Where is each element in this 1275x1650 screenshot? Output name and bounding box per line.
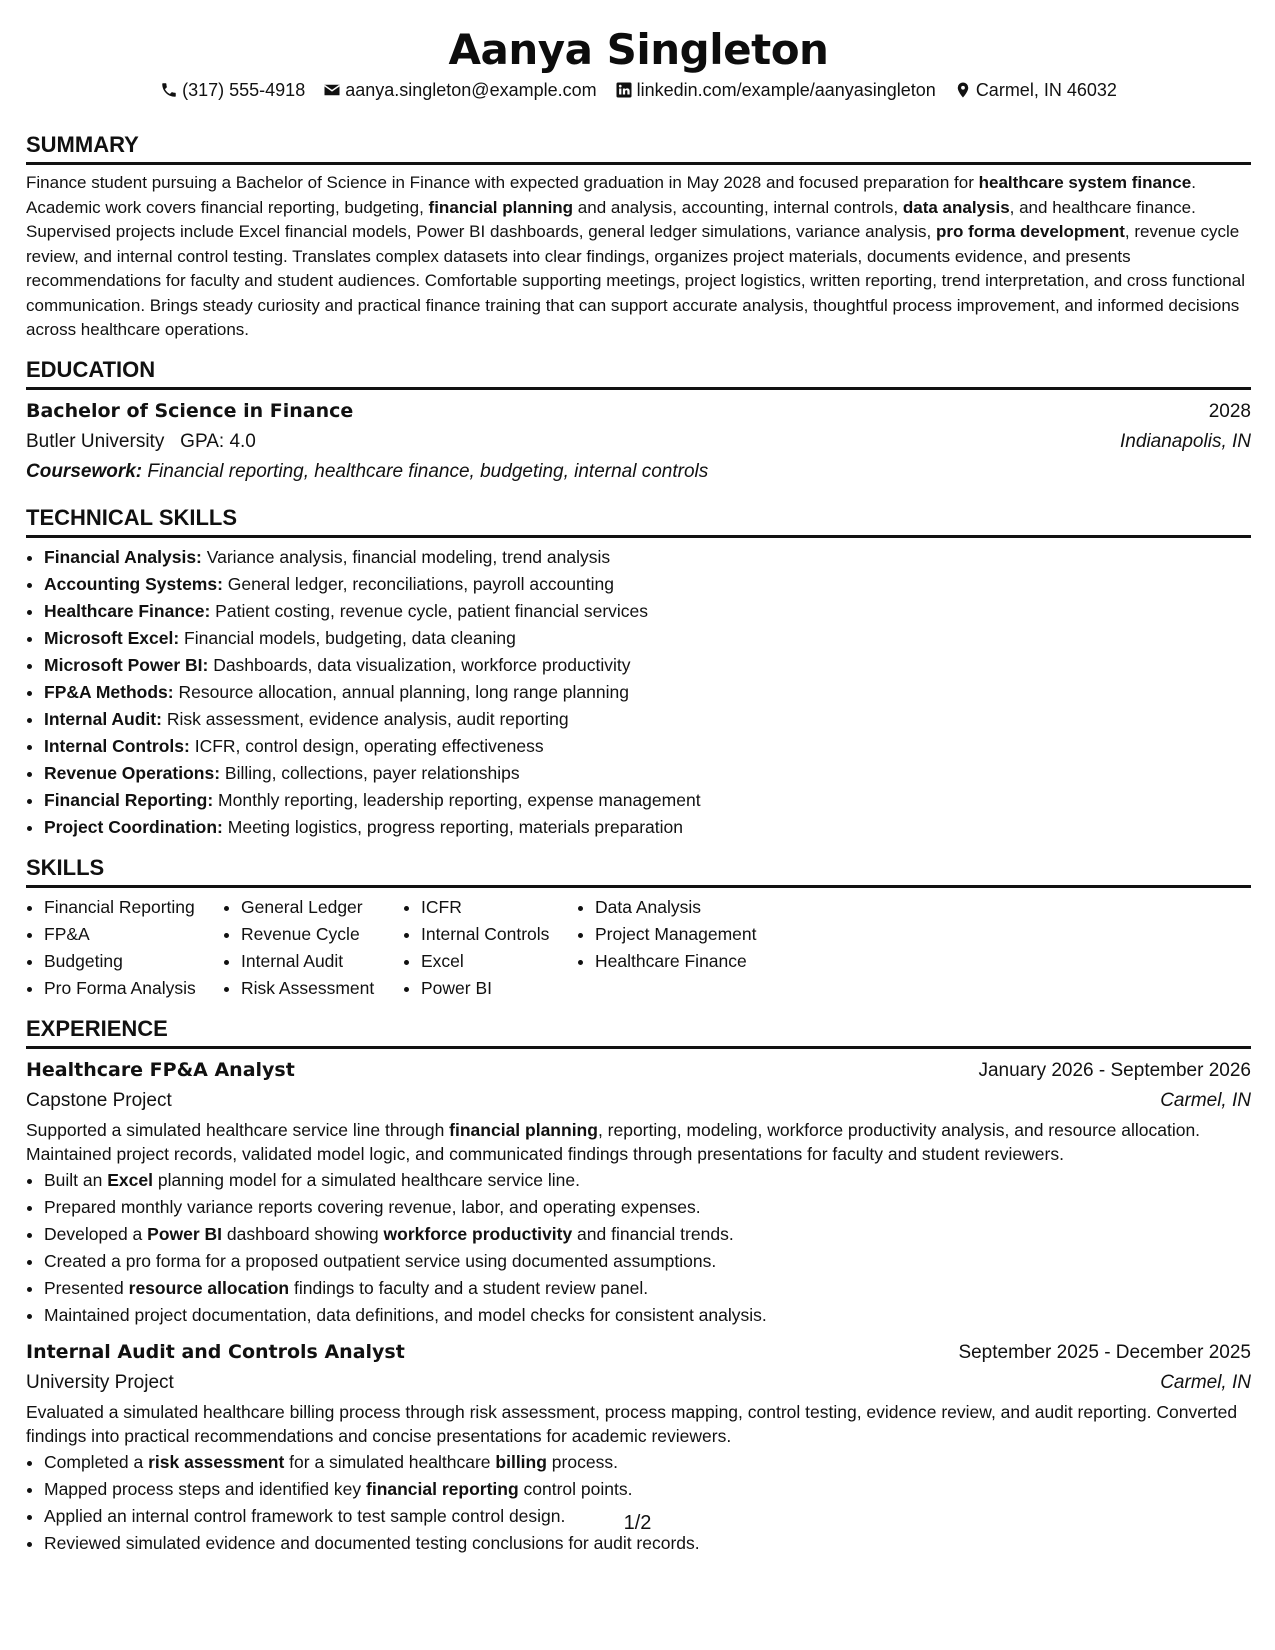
skill-item: • Risk Assessment xyxy=(241,975,403,1002)
email-text[interactable]: aanya.singleton@example.com xyxy=(345,80,597,100)
text-run: control points. xyxy=(518,1478,633,1499)
summary-text xyxy=(26,171,1251,343)
text-run: . Academic work covers financial reporting, budgeting, xyxy=(26,173,1196,217)
skill-detail: Patient costing, revenue cycle, patient financial services xyxy=(210,600,649,621)
skill-label: Financial Analysis: xyxy=(44,546,202,567)
text-run: Evaluated a simulated healthcare billing process through risk assessment, process mapping, control testing, evidence review, and audit reporting. Converted findings into practical recommendations and concise presentations for academic reviewers. xyxy=(26,1401,1238,1446)
section-title: SUMMARY xyxy=(26,132,1251,165)
job-bullet xyxy=(44,1167,1251,1194)
bold-text: financial reporting xyxy=(366,1478,519,1499)
skill-detail: Billing, collections, payer relationships xyxy=(220,762,520,783)
technical-skills-list xyxy=(26,544,1251,841)
skill-item: • Data Analysis xyxy=(595,894,777,921)
skills-column xyxy=(403,894,577,1002)
job-title: Internal Audit and Controls Analyst xyxy=(26,1340,405,1363)
skill-label: Internal Controls: xyxy=(44,735,190,756)
school-location: Indianapolis, IN xyxy=(1120,430,1251,452)
text-run: planning model for a simulated healthcare service line. xyxy=(152,1169,581,1190)
technical-skill-item xyxy=(44,652,1251,679)
job-bullet xyxy=(44,1302,1251,1329)
location-text: Carmel, IN 46032 xyxy=(975,80,1117,100)
text-run: Maintained project documentation, data definitions, and model checks for consistent analysis. xyxy=(44,1304,767,1325)
job-description xyxy=(26,1118,1251,1167)
skill-label: Project Coordination: xyxy=(44,816,223,837)
job-bullet xyxy=(44,1221,1251,1248)
degree-title: Bachelor of Science in Finance xyxy=(26,399,354,422)
bold-text: data analysis xyxy=(902,197,1010,217)
school-name: Butler University xyxy=(26,430,165,452)
job-description xyxy=(26,1400,1251,1449)
text-run: Applied an internal control framework to test sample control design. xyxy=(44,1505,566,1526)
skill-item: • General Ledger xyxy=(241,894,403,921)
skill-detail: Dashboards, data visualization, workforce productivity xyxy=(208,654,631,675)
technical-skill-item xyxy=(44,571,1251,598)
skill-item: • Healthcare Finance xyxy=(595,948,777,975)
skill-detail: Variance analysis, financial modeling, trend analysis xyxy=(201,546,611,567)
bold-text: resource allocation xyxy=(128,1277,290,1298)
job-bullet xyxy=(44,1248,1251,1275)
skill-item: • Financial Reporting xyxy=(44,894,223,921)
text-run: and analysis, accounting, internal controls, xyxy=(573,197,903,217)
job-title: Healthcare FP&A Analyst xyxy=(26,1058,295,1081)
bold-text: pro forma development xyxy=(935,222,1125,241)
job-subheader-row xyxy=(26,1086,1251,1116)
job-bullet xyxy=(44,1449,1251,1476)
contact-location xyxy=(954,78,1117,102)
skill-item: • Budgeting xyxy=(44,948,223,975)
job-bullet xyxy=(44,1194,1251,1221)
skills-grid xyxy=(26,894,1251,1002)
skill-item: • Internal Audit xyxy=(241,948,403,975)
skill-item: • FP&A xyxy=(44,921,223,948)
coursework-line xyxy=(26,457,1251,487)
skill-item: • ICFR xyxy=(421,894,577,921)
skill-item: • Power BI xyxy=(421,975,577,1002)
job-header-row xyxy=(26,1337,1251,1368)
technical-skill-item xyxy=(44,544,1251,571)
section-title: EXPERIENCE xyxy=(26,1016,1251,1049)
job-header-row xyxy=(26,1055,1251,1086)
text-run: Presented xyxy=(44,1277,129,1298)
section-title: SKILLS xyxy=(26,855,1251,888)
text-run: for a simulated healthcare xyxy=(284,1451,496,1472)
skills-section xyxy=(26,855,1251,1002)
technical-skill-item xyxy=(44,733,1251,760)
skill-label: Accounting Systems: xyxy=(44,573,223,594)
linkedin-text[interactable]: linkedin.com/example/aanyasingleton xyxy=(636,80,936,100)
job-location: Carmel, IN xyxy=(1160,1089,1251,1111)
bold-text: Power BI xyxy=(147,1223,223,1244)
skill-label: Microsoft Power BI: xyxy=(44,654,209,675)
skill-item: • Project Management xyxy=(595,921,777,948)
text-run: and financial trends. xyxy=(572,1223,734,1244)
skills-column xyxy=(577,894,777,1002)
contact-phone xyxy=(160,78,305,102)
skill-item: • Pro Forma Analysis xyxy=(44,975,223,1002)
text-run: process. xyxy=(546,1451,618,1472)
job-location: Carmel, IN xyxy=(1160,1371,1251,1393)
skill-detail: ICFR, control design, operating effectiveness xyxy=(189,735,544,756)
resume-page xyxy=(26,0,1251,1557)
technical-skills-section xyxy=(26,505,1251,841)
education-row xyxy=(26,396,1251,427)
text-run: Mapped process steps and identified key xyxy=(44,1478,366,1499)
job-bullet xyxy=(44,1275,1251,1302)
skill-detail: Meeting logistics, progress reporting, materials preparation xyxy=(222,816,683,837)
job-organization: Capstone Project xyxy=(26,1089,172,1111)
bold-text: healthcare system finance xyxy=(978,173,1192,192)
text-run: findings to faculty and a student review panel. xyxy=(289,1277,649,1298)
technical-skill-item xyxy=(44,706,1251,733)
phone-text: (317) 555-4918 xyxy=(182,80,306,100)
bold-text: risk assessment xyxy=(148,1451,285,1472)
job-bullets xyxy=(26,1167,1251,1329)
education-section xyxy=(26,357,1251,487)
gpa: GPA: 4.0 xyxy=(180,430,256,452)
skill-item: • Excel xyxy=(421,948,577,975)
text-run: Completed a xyxy=(44,1451,149,1472)
skill-label: Internal Audit: xyxy=(44,708,162,729)
page-number: 1/2 xyxy=(623,1512,652,1534)
bold-text: workforce productivity xyxy=(383,1223,573,1244)
candidate-name: Aanya Singleton xyxy=(448,25,829,74)
contact-email[interactable] xyxy=(323,78,596,102)
section-title: TECHNICAL SKILLS xyxy=(26,505,1251,538)
text-run: Built an xyxy=(44,1169,108,1190)
coursework-text: Financial reporting, healthcare finance, budgeting, internal controls xyxy=(142,460,709,482)
education-subrow xyxy=(26,427,1251,457)
technical-skill-item xyxy=(44,760,1251,787)
phone-icon xyxy=(160,81,178,99)
experience-list xyxy=(26,1055,1251,1557)
envelope-icon xyxy=(323,81,341,99)
bold-text: financial planning xyxy=(449,1119,598,1140)
skill-detail: Monthly reporting, leadership reporting, expense management xyxy=(213,789,701,810)
text-run: Prepared monthly variance reports covering revenue, labor, and operating expenses. xyxy=(44,1196,701,1217)
contact-bar xyxy=(26,78,1251,102)
bold-text: billing xyxy=(495,1451,547,1472)
skill-label: Healthcare Finance: xyxy=(44,600,211,621)
experience-section xyxy=(26,1016,1251,1557)
text-run: Supported a simulated healthcare service line through xyxy=(26,1119,450,1140)
text-run: Created a pro forma for a proposed outpatient service using documented assumptions. xyxy=(44,1250,717,1271)
skill-item: • Internal Controls xyxy=(421,921,577,948)
job-dates: September 2025 - December 2025 xyxy=(958,1341,1251,1363)
bold-text: Excel xyxy=(107,1169,153,1190)
skills-column xyxy=(223,894,403,1002)
skill-detail: Financial models, budgeting, data cleaning xyxy=(179,627,516,648)
linkedin-icon xyxy=(615,81,633,99)
skill-item: • Revenue Cycle xyxy=(241,921,403,948)
text-run: , reporting, modeling, workforce productivity analysis, and resource allocation. Maintained project records, validated model logic, and communicated findings through presentations for faculty and student reviewers. xyxy=(26,1119,1201,1164)
skills-column xyxy=(26,894,223,1002)
technical-skill-item xyxy=(44,814,1251,841)
job-subheader-row xyxy=(26,1368,1251,1398)
job-bullets xyxy=(26,1449,1251,1557)
graduation-year: 2028 xyxy=(1208,400,1251,422)
text-run: , revenue cycle review, and internal control testing. Translates complex datasets into clear findings, organizes project materials, documents evidence, and presents recommendations for faculty and student audiences. Comfortable supporting meetings, project logistics, written reporting, trend interpretation, and cross functional communication. Brings steady curiosity and practical finance training that can support accurate analysis, thoughtful process improvement, and informed decisions across healthcare operations. xyxy=(26,222,1245,339)
text-run: dashboard showing xyxy=(222,1223,384,1244)
skill-detail: Resource allocation, annual planning, long range planning xyxy=(173,681,629,702)
skill-label: FP&A Methods: xyxy=(44,681,174,702)
job-organization: University Project xyxy=(26,1371,174,1393)
skill-detail: General ledger, reconciliations, payroll accounting xyxy=(222,573,614,594)
skill-label: Revenue Operations: xyxy=(44,762,221,783)
text-run: , and healthcare finance. Supervised projects include Excel financial models, Power BI dashboards, general ledger simulations, variance analysis, xyxy=(26,197,1196,241)
bold-text: financial planning xyxy=(428,197,574,217)
job-dates: January 2026 - September 2026 xyxy=(978,1059,1251,1081)
text-run: Developed a xyxy=(44,1223,148,1244)
technical-skill-item xyxy=(44,625,1251,652)
skill-label: Financial Reporting: xyxy=(44,789,214,810)
technical-skill-item xyxy=(44,679,1251,706)
school-line xyxy=(26,427,256,457)
text-run: Reviewed simulated evidence and documented testing conclusions for audit records. xyxy=(44,1532,700,1553)
section-title: EDUCATION xyxy=(26,357,1251,390)
map-pin-icon xyxy=(954,81,972,99)
coursework-label: Coursework: xyxy=(26,460,143,482)
technical-skill-item xyxy=(44,787,1251,814)
skill-label: Microsoft Excel: xyxy=(44,627,180,648)
contact-linkedin[interactable] xyxy=(615,78,936,102)
skill-detail: Risk assessment, evidence analysis, audit reporting xyxy=(161,708,569,729)
text-run: Finance student pursuing a Bachelor of Science in Finance with expected graduation in May 2028 and focused preparation for xyxy=(26,173,979,192)
technical-skill-item xyxy=(44,598,1251,625)
summary-section xyxy=(26,132,1251,343)
experience-entry xyxy=(26,1055,1251,1329)
job-bullet xyxy=(44,1476,1251,1503)
